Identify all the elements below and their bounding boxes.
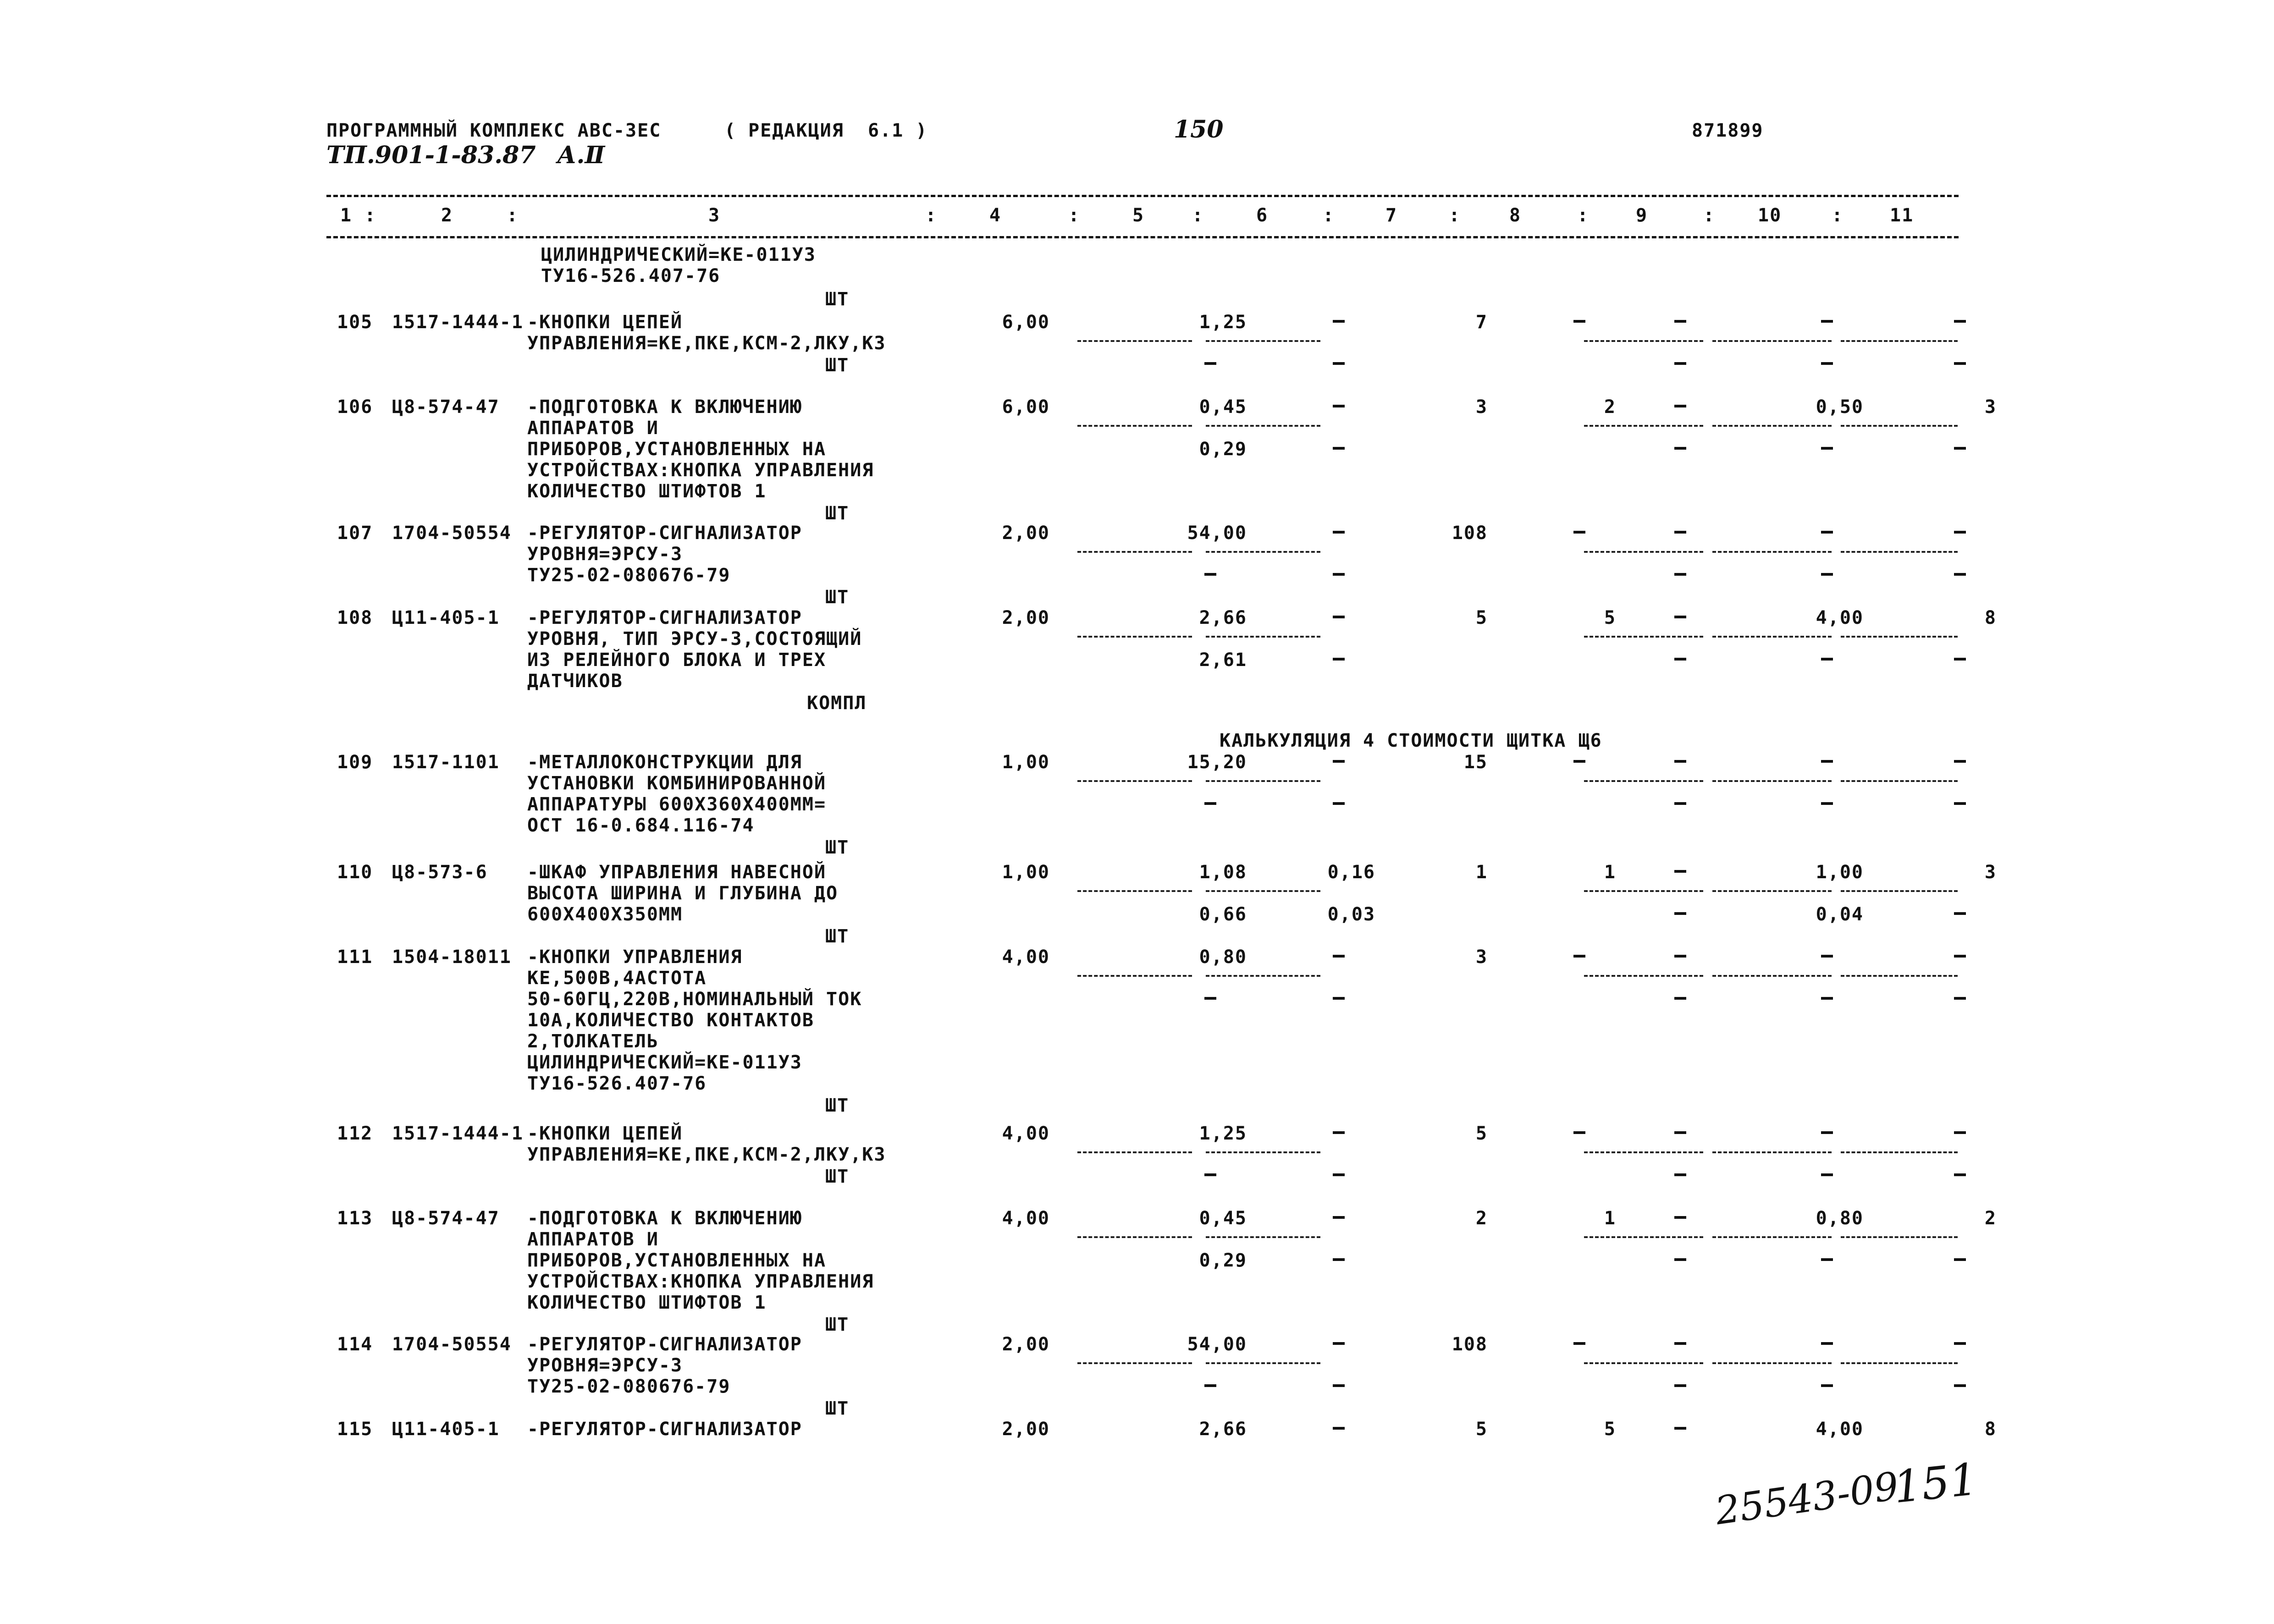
empty-cell-dash <box>1674 1216 1686 1219</box>
row-description-line: -КНОПКИ ЦЕПЕЙ <box>527 312 683 333</box>
cell-c10: 4,00 <box>1816 607 1864 628</box>
row-description-line: ДАТЧИКОВ <box>527 671 623 692</box>
col-header-3: 3 <box>708 205 721 226</box>
cell-divider-line <box>1841 1236 1958 1238</box>
empty-cell-dash <box>1954 573 1966 576</box>
row-description-line: 10А,КОЛИЧЕСТВО КОНТАКТОВ <box>527 1010 814 1031</box>
section-note: КАЛЬКУЛЯЦИЯ 4 СТОИМОСТИ ЩИТКА Щ6 <box>1220 730 1602 751</box>
cell-c5b: 2,61 <box>1199 650 1247 671</box>
row-code: 1517-1444-1 <box>392 312 524 333</box>
empty-cell-dash <box>1674 997 1686 1000</box>
cell-c4: 4,00 <box>1002 1208 1050 1229</box>
empty-cell-dash <box>1954 1342 1966 1345</box>
cell-divider-line <box>1841 975 1958 977</box>
row-description-line: УСТРОЙСТВАХ:КНОПКА УПРАВЛЕНИЯ <box>527 1271 874 1292</box>
row-description-line: -ШКАФ УПРАВЛЕНИЯ НАВЕСНОЙ <box>527 862 827 883</box>
row-description-line: ТУ16-526.407-76 <box>527 1073 707 1094</box>
cell-c7: 5 <box>1475 1123 1488 1144</box>
row-code: 1704-50554 <box>392 523 512 544</box>
empty-cell-dash <box>1333 405 1345 407</box>
empty-cell-dash <box>1821 955 1833 958</box>
cell-c10: 0,50 <box>1816 396 1864 418</box>
col-header-5: 5 <box>1132 205 1145 226</box>
cell-c4: 1,00 <box>1002 862 1050 883</box>
cell-c5: 15,20 <box>1187 752 1247 773</box>
empty-cell-dash <box>1674 1384 1686 1387</box>
empty-cell-dash <box>1674 1427 1686 1430</box>
empty-cell-dash <box>1821 447 1833 450</box>
empty-cell-dash <box>1333 320 1345 323</box>
empty-cell-dash <box>1954 955 1966 958</box>
row-description-line: АППАРАТОВ И <box>527 418 659 439</box>
row-description-line: -МЕТАЛЛОКОНСТРУКЦИИ ДЛЯ <box>527 752 802 773</box>
empty-cell-dash <box>1333 1216 1345 1219</box>
cell-c5b: 0,29 <box>1199 439 1247 460</box>
empty-cell-dash <box>1333 1342 1345 1345</box>
cell-divider-line <box>1584 1151 1703 1153</box>
empty-cell-dash <box>1954 760 1966 763</box>
carry-over-line-2: ТУ16-526.407-76 <box>541 265 721 286</box>
cell-c5: 0,80 <box>1199 947 1247 968</box>
empty-cell-dash <box>1954 912 1966 915</box>
empty-cell-dash <box>1821 362 1833 365</box>
row-unit: ШТ <box>825 587 850 608</box>
empty-cell-dash <box>1573 531 1585 534</box>
row-number: 108 <box>337 607 373 628</box>
empty-cell-dash <box>1954 1173 1966 1176</box>
cell-divider-line <box>1584 425 1703 427</box>
cell-c5: 1,25 <box>1199 312 1247 333</box>
empty-cell-dash <box>1821 1384 1833 1387</box>
row-code: 1504-18011 <box>392 947 512 968</box>
empty-cell-dash <box>1954 362 1966 365</box>
cell-c7: 15 <box>1463 752 1488 773</box>
col-separator: : <box>1323 205 1335 226</box>
cell-c7: 3 <box>1475 947 1488 968</box>
col-header-9: 9 <box>1636 205 1648 226</box>
empty-cell-dash <box>1573 1342 1585 1345</box>
cell-c7: 5 <box>1475 607 1488 628</box>
album-number: А.Ⅱ <box>557 141 605 169</box>
cell-divider-line <box>1712 551 1832 553</box>
empty-cell-dash <box>1821 1342 1833 1345</box>
row-description-line: КЕ,500В,4АСТОТА <box>527 968 707 989</box>
cell-c4: 2,00 <box>1002 1419 1050 1440</box>
cell-c4: 2,00 <box>1002 523 1050 544</box>
row-description-line: ОСТ 16-0.684.116-74 <box>527 815 755 836</box>
col-header-8: 8 <box>1509 205 1522 226</box>
empty-cell-dash <box>1333 573 1345 576</box>
cell-c5: 2,66 <box>1199 607 1247 628</box>
row-code: Ц8-573-6 <box>392 862 488 883</box>
row-unit: ШТ <box>825 1314 850 1335</box>
cell-c5: 0,45 <box>1199 396 1247 418</box>
carry-over-unit: ШТ <box>825 289 850 310</box>
col-header-7: 7 <box>1385 205 1398 226</box>
empty-cell-dash <box>1674 1342 1686 1345</box>
empty-cell-dash <box>1204 1173 1216 1176</box>
row-number: 114 <box>337 1334 373 1355</box>
col-header-11: 11 <box>1890 205 1914 226</box>
col-separator: : <box>1449 205 1461 226</box>
handwritten-reference: 25543-09 <box>1712 1463 1902 1534</box>
cell-divider-line <box>1077 425 1192 427</box>
cell-c8: 2 <box>1604 396 1616 418</box>
cell-divider-line <box>1077 1151 1192 1153</box>
empty-cell-dash <box>1333 1131 1345 1134</box>
cell-divider-line <box>1584 975 1703 977</box>
col-separator: : <box>925 205 938 226</box>
cell-divider-line <box>1206 425 1320 427</box>
cell-c8: 5 <box>1604 1419 1616 1440</box>
cell-c10: 4,00 <box>1816 1419 1864 1440</box>
cell-divider-line <box>1077 1236 1192 1238</box>
cell-divider-line <box>1077 1362 1192 1364</box>
handwritten-page-number: 150 <box>1174 116 1224 143</box>
row-code: Ц8-574-47 <box>392 1208 500 1229</box>
empty-cell-dash <box>1674 362 1686 365</box>
empty-cell-dash <box>1674 1173 1686 1176</box>
row-description-line: ПРИБОРОВ,УСТАНОВЛЕННЫХ НА <box>527 439 827 460</box>
cell-divider-line <box>1584 890 1703 892</box>
cell-c4: 6,00 <box>1002 312 1050 333</box>
cell-divider-line <box>1712 975 1832 977</box>
empty-cell-dash <box>1204 1384 1216 1387</box>
empty-cell-dash <box>1333 1173 1345 1176</box>
cell-c7: 108 <box>1452 523 1488 544</box>
row-description-line: КОЛИЧЕСТВО ШТИФТОВ 1 <box>527 481 767 502</box>
row-code: 1517-1101 <box>392 752 500 773</box>
cell-divider-line <box>1077 636 1192 638</box>
cell-c11: 8 <box>1984 607 1997 628</box>
empty-cell-dash <box>1333 1427 1345 1430</box>
empty-cell-dash <box>1333 531 1345 534</box>
cell-divider-line <box>1712 425 1832 427</box>
cell-divider-line <box>1206 975 1320 977</box>
empty-cell-dash <box>1954 531 1966 534</box>
row-code: 1517-1444-1 <box>392 1123 524 1144</box>
row-code: Ц11-405-1 <box>392 1419 500 1440</box>
cell-divider-line <box>1712 636 1832 638</box>
empty-cell-dash <box>1204 802 1216 805</box>
row-description-line: АППАРАТУРЫ 600Х360Х400ММ= <box>527 794 827 815</box>
row-description-line: ЦИЛИНДРИЧЕСКИЙ=КЕ-011УЗ <box>527 1052 802 1073</box>
col-header-2: 2 <box>441 205 453 226</box>
row-description-line: УРОВНЯ=ЭРСУ-3 <box>527 544 683 565</box>
cell-divider-line <box>1841 425 1958 427</box>
cell-divider-line <box>1206 780 1320 782</box>
table-top-rule <box>326 195 1959 197</box>
handwritten-sheet-number: 151 <box>1891 1453 1980 1514</box>
empty-cell-dash <box>1333 760 1345 763</box>
empty-cell-dash <box>1674 573 1686 576</box>
empty-cell-dash <box>1954 658 1966 661</box>
empty-cell-dash <box>1674 616 1686 618</box>
cell-divider-line <box>1841 636 1958 638</box>
row-description-line: -ПОДГОТОВКА К ВКЛЮЧЕНИЮ <box>527 396 802 418</box>
row-description-line: -РЕГУЛЯТОР-СИГНАЛИЗАТОР <box>527 1419 802 1440</box>
row-description-line: 600Х400Х350ММ <box>527 904 683 925</box>
cell-divider-line <box>1841 1362 1958 1364</box>
row-description-line: 50-60ГЦ,220В,НОМИНАЛЬНЫЙ ТОК <box>527 989 862 1010</box>
col-separator: : <box>507 205 519 226</box>
cell-divider-line <box>1584 1362 1703 1364</box>
cell-c5: 2,66 <box>1199 1419 1247 1440</box>
row-description-line: ИЗ РЕЛЕЙНОГО БЛОКА И ТРЕХ <box>527 650 827 671</box>
empty-cell-dash <box>1573 955 1585 958</box>
cell-c4: 4,00 <box>1002 1123 1050 1144</box>
empty-cell-dash <box>1674 1131 1686 1134</box>
row-number: 113 <box>337 1208 373 1229</box>
table-header-rule <box>326 236 1959 238</box>
cell-c7: 108 <box>1452 1334 1488 1355</box>
cell-c6b: 0,03 <box>1327 904 1375 925</box>
empty-cell-dash <box>1954 1131 1966 1134</box>
cell-divider-line <box>1584 780 1703 782</box>
cell-divider-line <box>1206 340 1320 342</box>
cell-c10: 1,00 <box>1816 862 1864 883</box>
cell-divider-line <box>1712 1362 1832 1364</box>
row-number: 106 <box>337 396 373 418</box>
cell-divider-line <box>1206 551 1320 553</box>
cell-c5: 54,00 <box>1187 523 1247 544</box>
empty-cell-dash <box>1821 531 1833 534</box>
cell-c4: 2,00 <box>1002 607 1050 628</box>
empty-cell-dash <box>1821 573 1833 576</box>
cell-divider-line <box>1841 890 1958 892</box>
empty-cell-dash <box>1821 320 1833 323</box>
empty-cell-dash <box>1674 955 1686 958</box>
row-description-line: ПРИБОРОВ,УСТАНОВЛЕННЫХ НА <box>527 1250 827 1271</box>
empty-cell-dash <box>1333 802 1345 805</box>
row-unit: КОМПЛ <box>807 693 867 714</box>
cell-c5b: 0,66 <box>1199 904 1247 925</box>
cell-divider-line <box>1841 340 1958 342</box>
cell-divider-line <box>1206 890 1320 892</box>
empty-cell-dash <box>1573 1131 1585 1134</box>
row-description-line: КОЛИЧЕСТВО ШТИФТОВ 1 <box>527 1292 767 1313</box>
cell-divider-line <box>1077 975 1192 977</box>
row-description-line: -КНОПКИ УПРАВЛЕНИЯ <box>527 947 743 968</box>
row-number: 107 <box>337 523 373 544</box>
row-description-line: -РЕГУЛЯТОР-СИГНАЛИЗАТОР <box>527 523 802 544</box>
empty-cell-dash <box>1674 447 1686 450</box>
cell-divider-line <box>1584 551 1703 553</box>
empty-cell-dash <box>1821 760 1833 763</box>
row-unit: ШТ <box>825 926 850 947</box>
cell-c5: 54,00 <box>1187 1334 1247 1355</box>
row-description-line: -РЕГУЛЯТОР-СИГНАЛИЗАТОР <box>527 1334 802 1355</box>
cell-divider-line <box>1206 1362 1320 1364</box>
cell-c7: 5 <box>1475 1419 1488 1440</box>
empty-cell-dash <box>1821 1258 1833 1261</box>
cell-c7: 1 <box>1475 862 1488 883</box>
cell-divider-line <box>1206 1151 1320 1153</box>
empty-cell-dash <box>1821 1173 1833 1176</box>
col-separator: : <box>1192 205 1204 226</box>
cell-c5: 1,25 <box>1199 1123 1247 1144</box>
cell-divider-line <box>1584 340 1703 342</box>
row-description-line: УРОВНЯ=ЭРСУ-3 <box>527 1355 683 1376</box>
row-description-line: -РЕГУЛЯТОР-СИГНАЛИЗАТОР <box>527 607 802 628</box>
empty-cell-dash <box>1954 1258 1966 1261</box>
empty-cell-dash <box>1954 802 1966 805</box>
empty-cell-dash <box>1573 320 1585 323</box>
cell-c4: 1,00 <box>1002 752 1050 773</box>
cell-divider-line <box>1584 1236 1703 1238</box>
empty-cell-dash <box>1821 997 1833 1000</box>
col-separator: : <box>1577 205 1590 226</box>
program-title: ПРОГРАММНЫЙ КОМПЛЕКС АВС-ЗЕС <box>326 120 662 141</box>
cell-c8: 1 <box>1604 862 1616 883</box>
row-number: 112 <box>337 1123 373 1144</box>
cell-divider-line <box>1077 551 1192 553</box>
cell-c6: 0,16 <box>1327 862 1375 883</box>
empty-cell-dash <box>1204 362 1216 365</box>
cell-c5b: 0,29 <box>1199 1250 1247 1271</box>
cell-divider-line <box>1712 340 1832 342</box>
row-unit: ШТ <box>825 503 850 524</box>
row-code: 1704-50554 <box>392 1334 512 1355</box>
cell-c7: 2 <box>1475 1208 1488 1229</box>
empty-cell-dash <box>1333 997 1345 1000</box>
cell-c10b: 0,04 <box>1816 904 1864 925</box>
empty-cell-dash <box>1821 658 1833 661</box>
col-header-10: 10 <box>1758 205 1782 226</box>
empty-cell-dash <box>1333 616 1345 618</box>
row-description-line: УПРАВЛЕНИЯ=КЕ,ПКЕ,КСМ-2,ЛКУ,КЗ <box>527 333 886 354</box>
cell-divider-line <box>1206 1236 1320 1238</box>
empty-cell-dash <box>1573 760 1585 763</box>
cell-c11: 3 <box>1984 396 1997 418</box>
row-unit: ШТ <box>825 837 850 858</box>
col-separator: : <box>364 205 377 226</box>
col-header-6: 6 <box>1256 205 1269 226</box>
cell-divider-line <box>1841 1151 1958 1153</box>
cell-divider-line <box>1077 340 1192 342</box>
col-header-4: 4 <box>989 205 1002 226</box>
row-code: Ц11-405-1 <box>392 607 500 628</box>
empty-cell-dash <box>1333 447 1345 450</box>
empty-cell-dash <box>1674 658 1686 661</box>
empty-cell-dash <box>1674 760 1686 763</box>
row-number: 105 <box>337 312 373 333</box>
empty-cell-dash <box>1204 573 1216 576</box>
document-code: 871899 <box>1692 120 1764 141</box>
row-number: 115 <box>337 1419 373 1440</box>
cell-c4: 4,00 <box>1002 947 1050 968</box>
cell-c11: 3 <box>1984 862 1997 883</box>
empty-cell-dash <box>1954 320 1966 323</box>
row-description-line: -КНОПКИ ЦЕПЕЙ <box>527 1123 683 1144</box>
cell-divider-line <box>1077 890 1192 892</box>
cell-divider-line <box>1841 780 1958 782</box>
row-description-line: АППАРАТОВ И <box>527 1229 659 1250</box>
empty-cell-dash <box>1821 1131 1833 1134</box>
cell-divider-line <box>1077 780 1192 782</box>
cell-c7: 3 <box>1475 396 1488 418</box>
row-number: 109 <box>337 752 373 773</box>
cell-divider-line <box>1712 890 1832 892</box>
row-description-line: УСТРОЙСТВАХ:КНОПКА УПРАВЛЕНИЯ <box>527 460 874 481</box>
cell-c8: 1 <box>1604 1208 1616 1229</box>
row-description-line: УПРАВЛЕНИЯ=КЕ,ПКЕ,КСМ-2,ЛКУ,КЗ <box>527 1144 886 1165</box>
row-unit: ШТ <box>825 1095 850 1116</box>
empty-cell-dash <box>1204 997 1216 1000</box>
project-number: ТП.901-1-83.87 <box>326 141 536 169</box>
cell-divider-line <box>1206 636 1320 638</box>
empty-cell-dash <box>1333 362 1345 365</box>
row-description-line: 2,ТОЛКАТЕЛЬ <box>527 1031 659 1052</box>
row-description-line: УРОВНЯ, ТИП ЭРСУ-3,СОСТОЯЩИЙ <box>527 628 862 650</box>
empty-cell-dash <box>1674 870 1686 873</box>
cell-c11: 2 <box>1984 1208 1997 1229</box>
row-description-line: ТУ25-02-080676-79 <box>527 1376 731 1397</box>
empty-cell-dash <box>1333 955 1345 958</box>
empty-cell-dash <box>1333 658 1345 661</box>
cell-c7: 7 <box>1475 312 1488 333</box>
row-unit: ШТ <box>825 1166 850 1187</box>
row-description-line: УСТАНОВКИ КОМБИНИРОВАННОЙ <box>527 773 827 794</box>
cell-divider-line <box>1712 1151 1832 1153</box>
col-separator: : <box>1068 205 1081 226</box>
empty-cell-dash <box>1954 1384 1966 1387</box>
row-description-line: -ПОДГОТОВКА К ВКЛЮЧЕНИЮ <box>527 1208 802 1229</box>
empty-cell-dash <box>1674 802 1686 805</box>
empty-cell-dash <box>1333 1384 1345 1387</box>
row-number: 111 <box>337 947 373 968</box>
cell-divider-line <box>1584 636 1703 638</box>
cell-divider-line <box>1841 551 1958 553</box>
empty-cell-dash <box>1954 997 1966 1000</box>
col-separator: : <box>1832 205 1844 226</box>
row-code: Ц8-574-47 <box>392 396 500 418</box>
empty-cell-dash <box>1674 531 1686 534</box>
empty-cell-dash <box>1333 1258 1345 1261</box>
cell-c10: 0,80 <box>1816 1208 1864 1229</box>
row-number: 110 <box>337 862 373 883</box>
empty-cell-dash <box>1674 405 1686 407</box>
empty-cell-dash <box>1674 1258 1686 1261</box>
row-unit: ШТ <box>825 355 850 376</box>
edition-label: ( РЕДАКЦИЯ 6.1 ) <box>724 120 928 141</box>
cell-c5: 0,45 <box>1199 1208 1247 1229</box>
col-separator: : <box>1703 205 1716 226</box>
cell-divider-line <box>1712 780 1832 782</box>
row-unit: ШТ <box>825 1398 850 1419</box>
row-description-line: ТУ25-02-080676-79 <box>527 565 731 586</box>
cell-divider-line <box>1712 1236 1832 1238</box>
cell-c11: 8 <box>1984 1419 1997 1440</box>
empty-cell-dash <box>1821 802 1833 805</box>
empty-cell-dash <box>1954 447 1966 450</box>
cell-c5: 1,08 <box>1199 862 1247 883</box>
cell-c8: 5 <box>1604 607 1616 628</box>
col-header-1: 1 <box>340 205 353 226</box>
empty-cell-dash <box>1674 912 1686 915</box>
carry-over-line-1: ЦИЛИНДРИЧЕСКИЙ=КЕ-011УЗ <box>541 244 816 265</box>
empty-cell-dash <box>1674 320 1686 323</box>
cell-c4: 6,00 <box>1002 396 1050 418</box>
cell-c4: 2,00 <box>1002 1334 1050 1355</box>
row-description-line: ВЫСОТА ШИРИНА И ГЛУБИНА ДО <box>527 883 839 904</box>
